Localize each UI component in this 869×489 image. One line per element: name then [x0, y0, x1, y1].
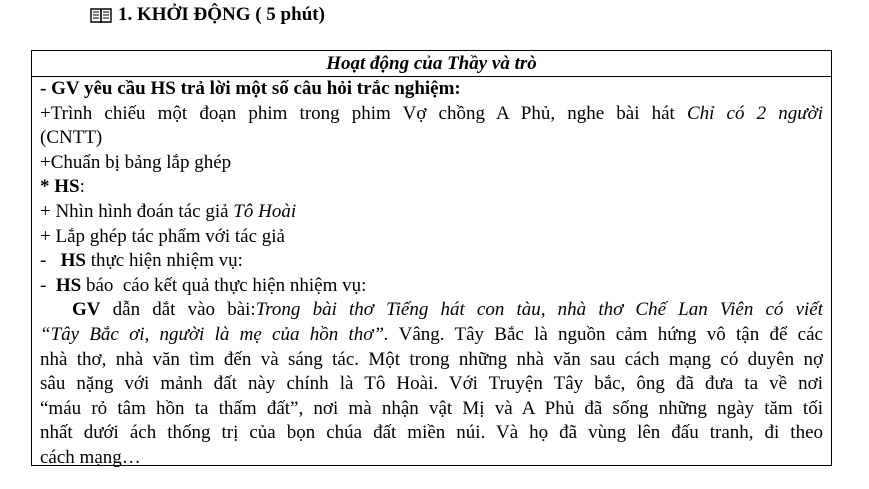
- line-task: - GV yêu cầu HS trả lời một số câu hỏi trắc nghiệm:: [40, 78, 461, 99]
- line-cntt: (CNTT): [40, 127, 103, 149]
- table-header: Hoạt động của Thầy và trò: [32, 51, 831, 77]
- song-title: Chỉ có 2 người: [686, 102, 823, 124]
- gv-label: GV: [72, 299, 101, 321]
- line-para-4: nhất dưới ách thống trị của bọn chúa đất miền núi. Và họ đã vùng lên đấu tranh, đi theo: [40, 422, 823, 444]
- report-dash: -: [40, 274, 56, 296]
- film-text: +Trình chiếu một đoạn phim trong phim Vợ chồng A Phủ, nghe bài hát: [40, 102, 687, 124]
- report-hs: HS: [55, 274, 82, 296]
- line-para-5: cách mạng…: [40, 446, 141, 468]
- hs-colon: :: [79, 176, 85, 198]
- line-quote: [40, 323, 823, 348]
- line-report: [40, 274, 823, 299]
- book-icon: [90, 6, 112, 24]
- section-heading: [90, 3, 325, 27]
- author-name: Tô Hoài: [233, 200, 297, 222]
- intro-quote: Trong bài thơ Tiếng hát con tàu, nhà thơ Chế Lan Viên có viết: [255, 299, 823, 321]
- line-para-3: “máu rỏ tâm hồn ta thấm đất”, nơi mà nhận vật Mị và A Phủ đã sống những ngày tăm tối: [40, 397, 823, 419]
- guess-text: + Nhìn hình đoán tác giả: [40, 200, 234, 222]
- perform-text: thực hiện nhiệm vụ:: [85, 250, 243, 272]
- activity-table: [31, 50, 832, 466]
- perform-dash: -: [40, 250, 61, 272]
- perform-hs: HS: [60, 250, 86, 272]
- line-match: + Lắp ghép tác phẩm với tác giả: [40, 225, 285, 247]
- line-hs: [40, 175, 823, 200]
- line-para-2: sâu nặng với mảnh đất này chính là Tô Hoài. Với Truyện Tây bắc, ông đã đưa ta về nơi: [40, 373, 823, 395]
- line-perform: [40, 249, 823, 274]
- line-para-1: nhà thơ, nhà văn tìm đến và sáng tác. Một trong những nhà văn sau cách mạng có duyên nợ: [40, 348, 823, 370]
- poem-quote: “Tây Bắc ơi, người là mẹ của hồn thơ”.: [40, 323, 389, 345]
- intro-text: dẫn dắt vào bài:: [100, 299, 256, 321]
- quote-text: Vâng. Tây Bắc là nguồn cảm hứng vô tận để các: [388, 323, 823, 345]
- line-guess-author: [40, 200, 823, 225]
- table-body: [32, 77, 831, 471]
- section-title: 1. KHỞI ĐỘNG ( 5 phút): [118, 4, 325, 25]
- report-text: báo cáo kết quả thực hiện nhiệm vụ:: [81, 274, 367, 296]
- line-film: [40, 102, 823, 127]
- line-prepare: +Chuẩn bị bảng lắp ghép: [40, 151, 232, 173]
- hs-label: * HS: [40, 176, 80, 198]
- line-intro: [40, 298, 823, 323]
